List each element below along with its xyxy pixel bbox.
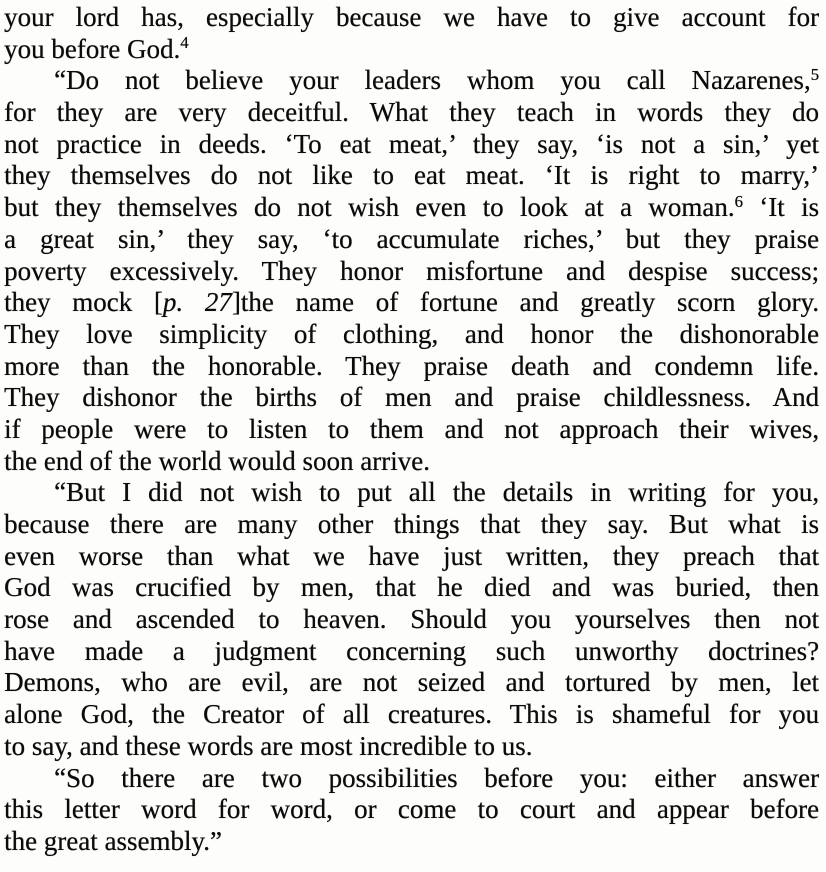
text-run: “Do not believe your leaders whom you call Nazarenes, xyxy=(54,65,811,96)
text-run: rose and ascended to heaven. Should you yourselves then not xyxy=(4,604,819,635)
page-number-marker: p. 27 xyxy=(162,287,232,318)
footnote-reference: 6 xyxy=(734,191,743,211)
text-run: because there are many other things that they say. But what is xyxy=(4,509,819,539)
text-run: ]the name of fortune and greatly scorn glory. xyxy=(231,287,820,318)
text-run: even worse than what we have just written, they preach that xyxy=(4,540,819,571)
text-run: poverty excessively. They honor misfortune and despise success; xyxy=(4,255,819,286)
text-run: more than the honorable. They praise death and condemn life. xyxy=(4,350,819,381)
text-run: they themselves do not like to eat meat. ‘It is right to marry,’ xyxy=(4,160,819,191)
text-run: alone God, the Creator of all creatures. This is shameful for you xyxy=(4,699,819,730)
text-line xyxy=(4,97,819,129)
text-line xyxy=(4,477,819,509)
text-run: to say, and these words are most incredible to us. xyxy=(4,730,533,761)
text-run: “So there are two possibilities before you: either answer xyxy=(54,762,819,793)
footnote-reference: 5 xyxy=(810,65,819,85)
text-line xyxy=(4,414,819,446)
text-run: ‘It is xyxy=(742,192,819,223)
text-run: this letter word for word, or come to court and appear before xyxy=(4,794,819,825)
text-run: God was crucified by men, that he died and was buried, then xyxy=(4,572,819,603)
text-line xyxy=(4,667,819,699)
text-line xyxy=(4,382,819,414)
text-line xyxy=(4,699,819,731)
text-line xyxy=(4,2,819,34)
text-run: they mock [ xyxy=(4,287,163,318)
text-line xyxy=(4,287,819,319)
text-run: but they themselves do not wish even to look at a woman. xyxy=(4,192,735,223)
text-line xyxy=(4,34,819,66)
text-line xyxy=(4,731,819,763)
text-line xyxy=(4,509,819,541)
text-run: if people were to listen to them and not approach their wives, xyxy=(4,413,819,444)
text-run: They dishonor the births of men and praise childlessness. And xyxy=(4,382,819,413)
text-run: a great sin,’ they say, ‘to accumulate riches,’ but they praise xyxy=(4,223,819,254)
text-line xyxy=(4,446,819,478)
text-line xyxy=(4,129,819,161)
text-line xyxy=(4,636,819,668)
text-run: you before God. xyxy=(4,33,181,64)
text-run: your lord has, especially because we have to give account for xyxy=(4,2,819,32)
text-line xyxy=(4,319,819,351)
text-run: They love simplicity of clothing, and honor the dishonorable xyxy=(4,318,819,349)
text-line xyxy=(4,351,819,383)
text-run: Demons, who are evil, are not seized and tortured by men, let xyxy=(4,667,819,698)
text-line xyxy=(4,604,819,636)
text-line xyxy=(4,192,819,224)
text-line xyxy=(4,160,819,192)
text-line xyxy=(4,826,819,858)
text-run: the great assembly.” xyxy=(4,825,222,856)
text-run: for they are very deceitful. What they teach in words they do xyxy=(4,97,819,128)
text-line xyxy=(4,65,819,97)
footnote-reference: 4 xyxy=(180,33,189,53)
text-line xyxy=(4,224,819,256)
text-run: “But I did not wish to put all the details in writing for you, xyxy=(54,477,819,508)
text-run: not practice in deeds. ‘To eat meat,’ they say, ‘is not a sin,’ yet xyxy=(4,128,819,159)
text-run: have made a judgment concerning such unworthy doctrines? xyxy=(4,635,819,666)
text-block xyxy=(4,2,819,858)
text-line xyxy=(4,541,819,573)
text-line xyxy=(4,763,819,795)
text-line xyxy=(4,572,819,604)
text-line xyxy=(4,256,819,288)
text-run: the end of the world would soon arrive. xyxy=(4,445,430,476)
text-line xyxy=(4,794,819,826)
